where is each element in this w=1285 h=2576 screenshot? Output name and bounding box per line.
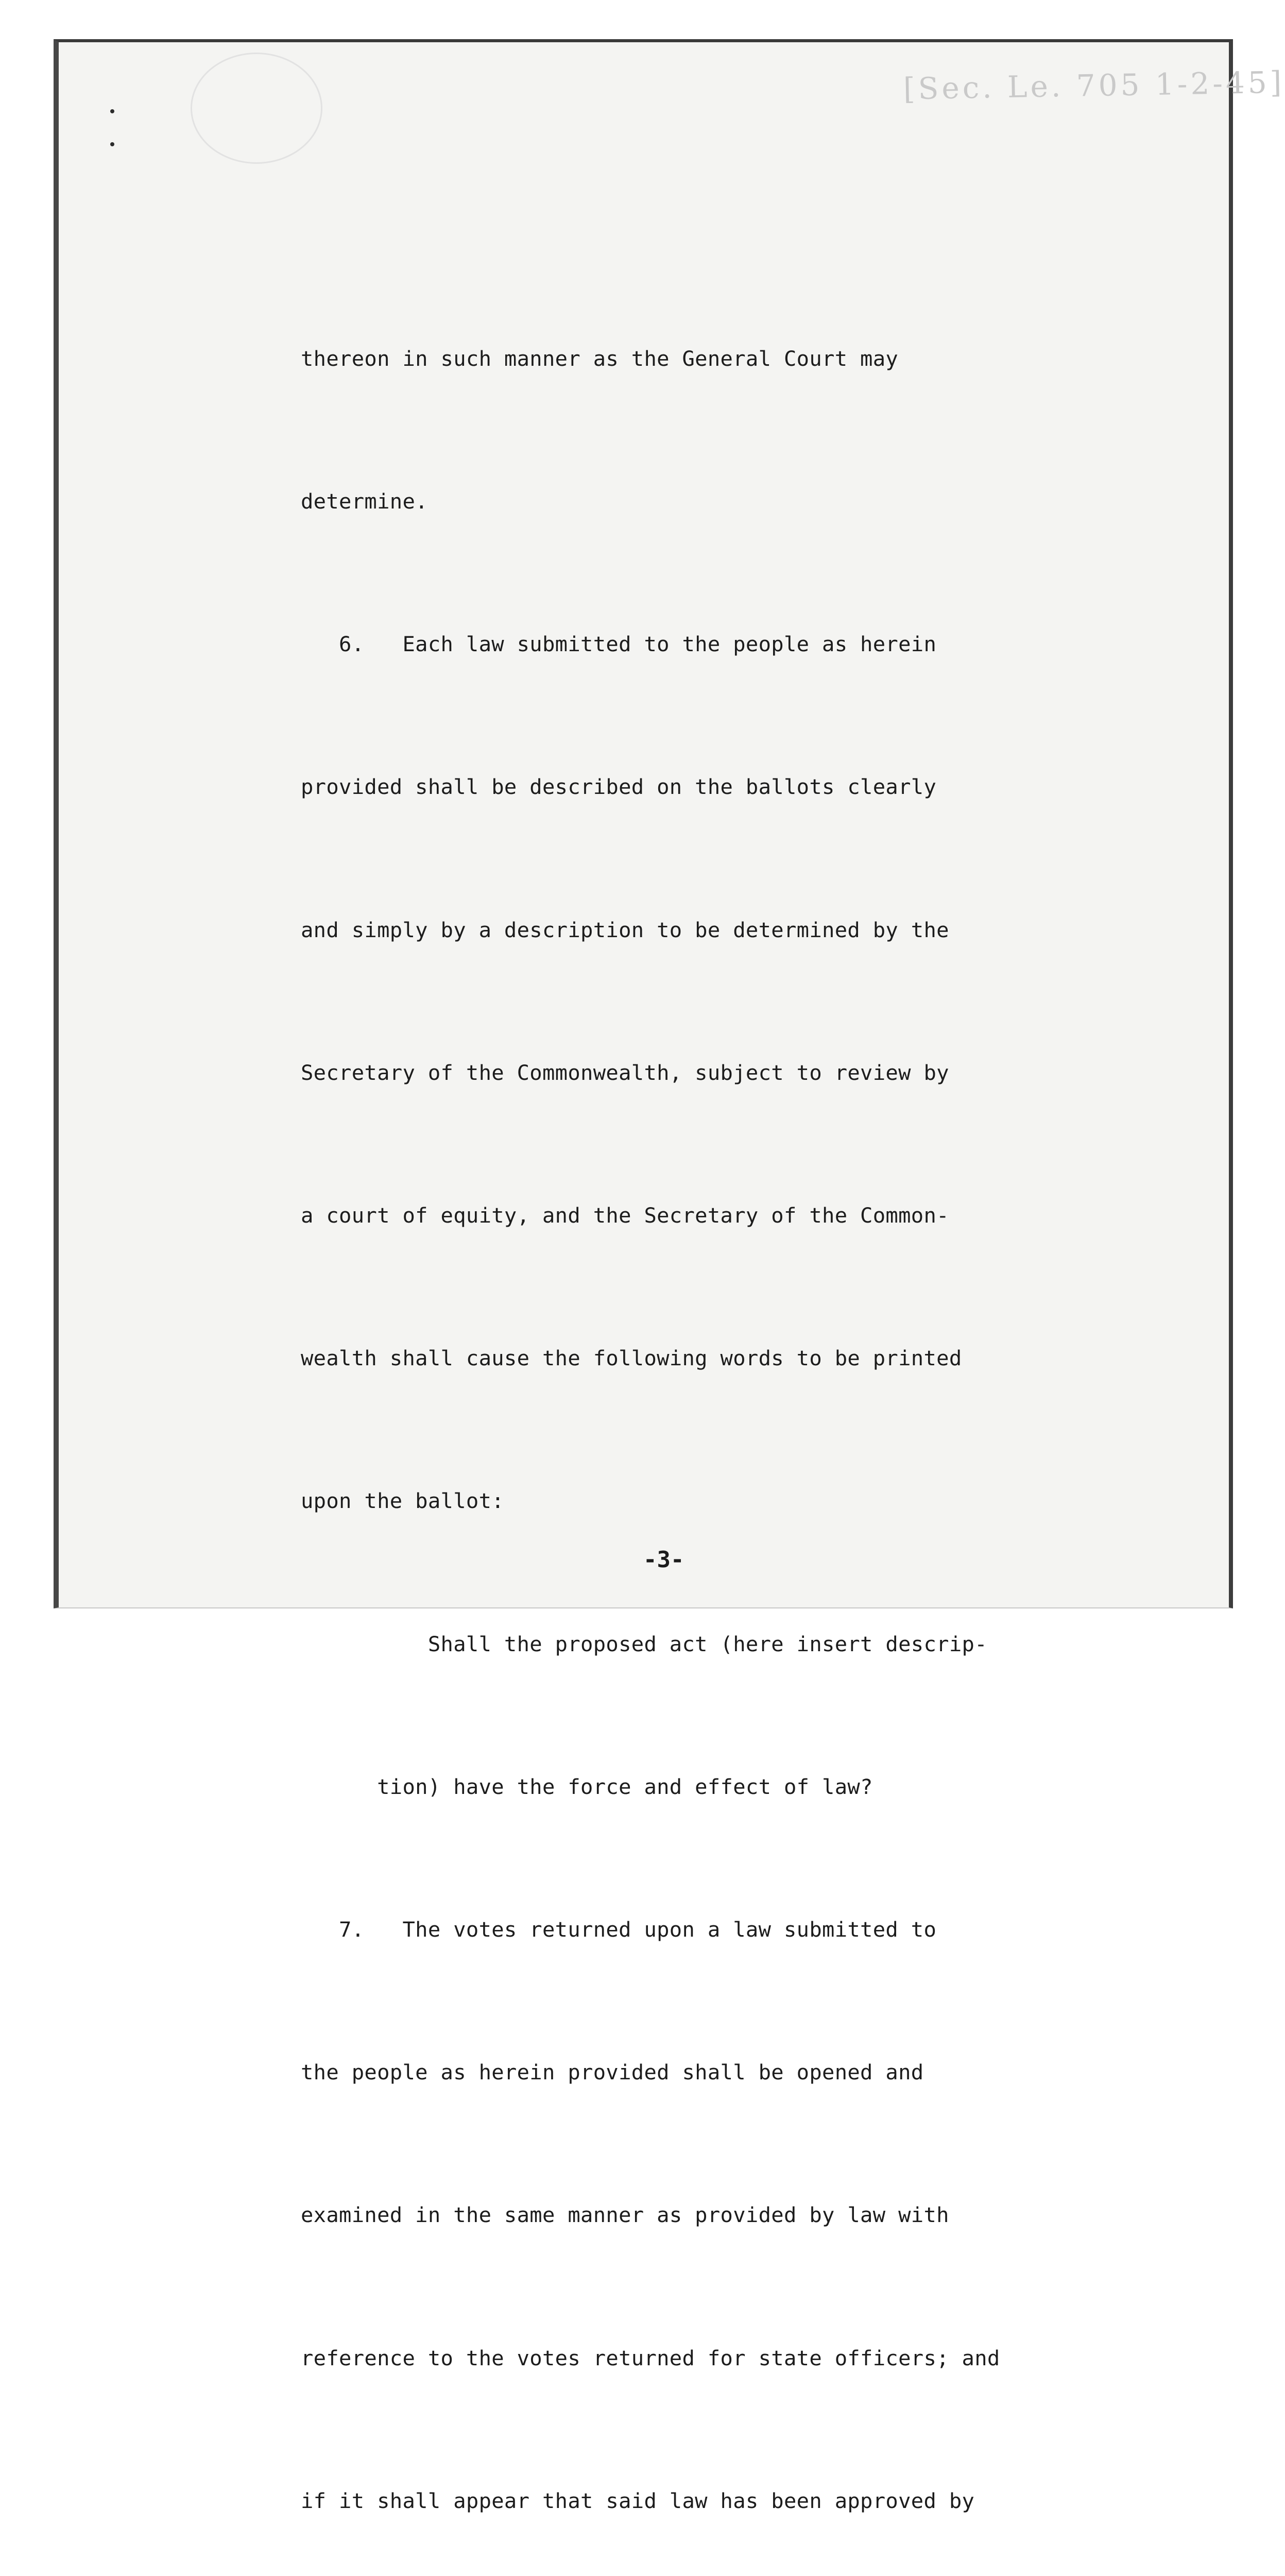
text-line: tion) have the force and effect of law?: [301, 1774, 873, 1799]
punch-dot-2: [110, 142, 114, 146]
text-line: 7. The votes returned upon a law submitted to: [301, 1917, 937, 1942]
text-line: reference to the votes returned for state officers; and: [301, 2345, 1000, 2370]
text-line: Secretary of the Commonwealth, subject to review by: [301, 1060, 949, 1085]
text-line: 6. Each law submitted to the people as herein: [301, 632, 937, 657]
punch-dot-1: [110, 109, 114, 113]
text-line: determine.: [301, 489, 428, 514]
margin-note: [Sec. Le. 705 1-2-45]: [903, 64, 1285, 107]
stamp-circle-mark: [191, 53, 322, 164]
page-number: -3-: [643, 1547, 684, 1573]
text-line: examined in the same manner as provided by law with: [301, 2202, 949, 2228]
document-page: [54, 39, 1285, 2513]
text-line: thereon in such manner as the General Court may: [301, 346, 899, 371]
text-line: and simply by a description to be determined by the: [301, 917, 949, 942]
text-line: if it shall appear that said law has been approved by: [301, 2488, 975, 2513]
body-text: [301, 240, 1140, 2576]
text-line: the people as herein provided shall be opened and: [301, 2060, 924, 2085]
text-line: Shall the proposed act (here insert descrip-: [301, 1631, 987, 1656]
text-line: upon the ballot:: [301, 1488, 504, 1514]
text-line: provided shall be described on the ballots clearly: [301, 774, 937, 800]
text-line: wealth shall cause the following words to be printed: [301, 1346, 962, 1371]
text-line: a court of equity, and the Secretary of the Common-: [301, 1203, 949, 1228]
